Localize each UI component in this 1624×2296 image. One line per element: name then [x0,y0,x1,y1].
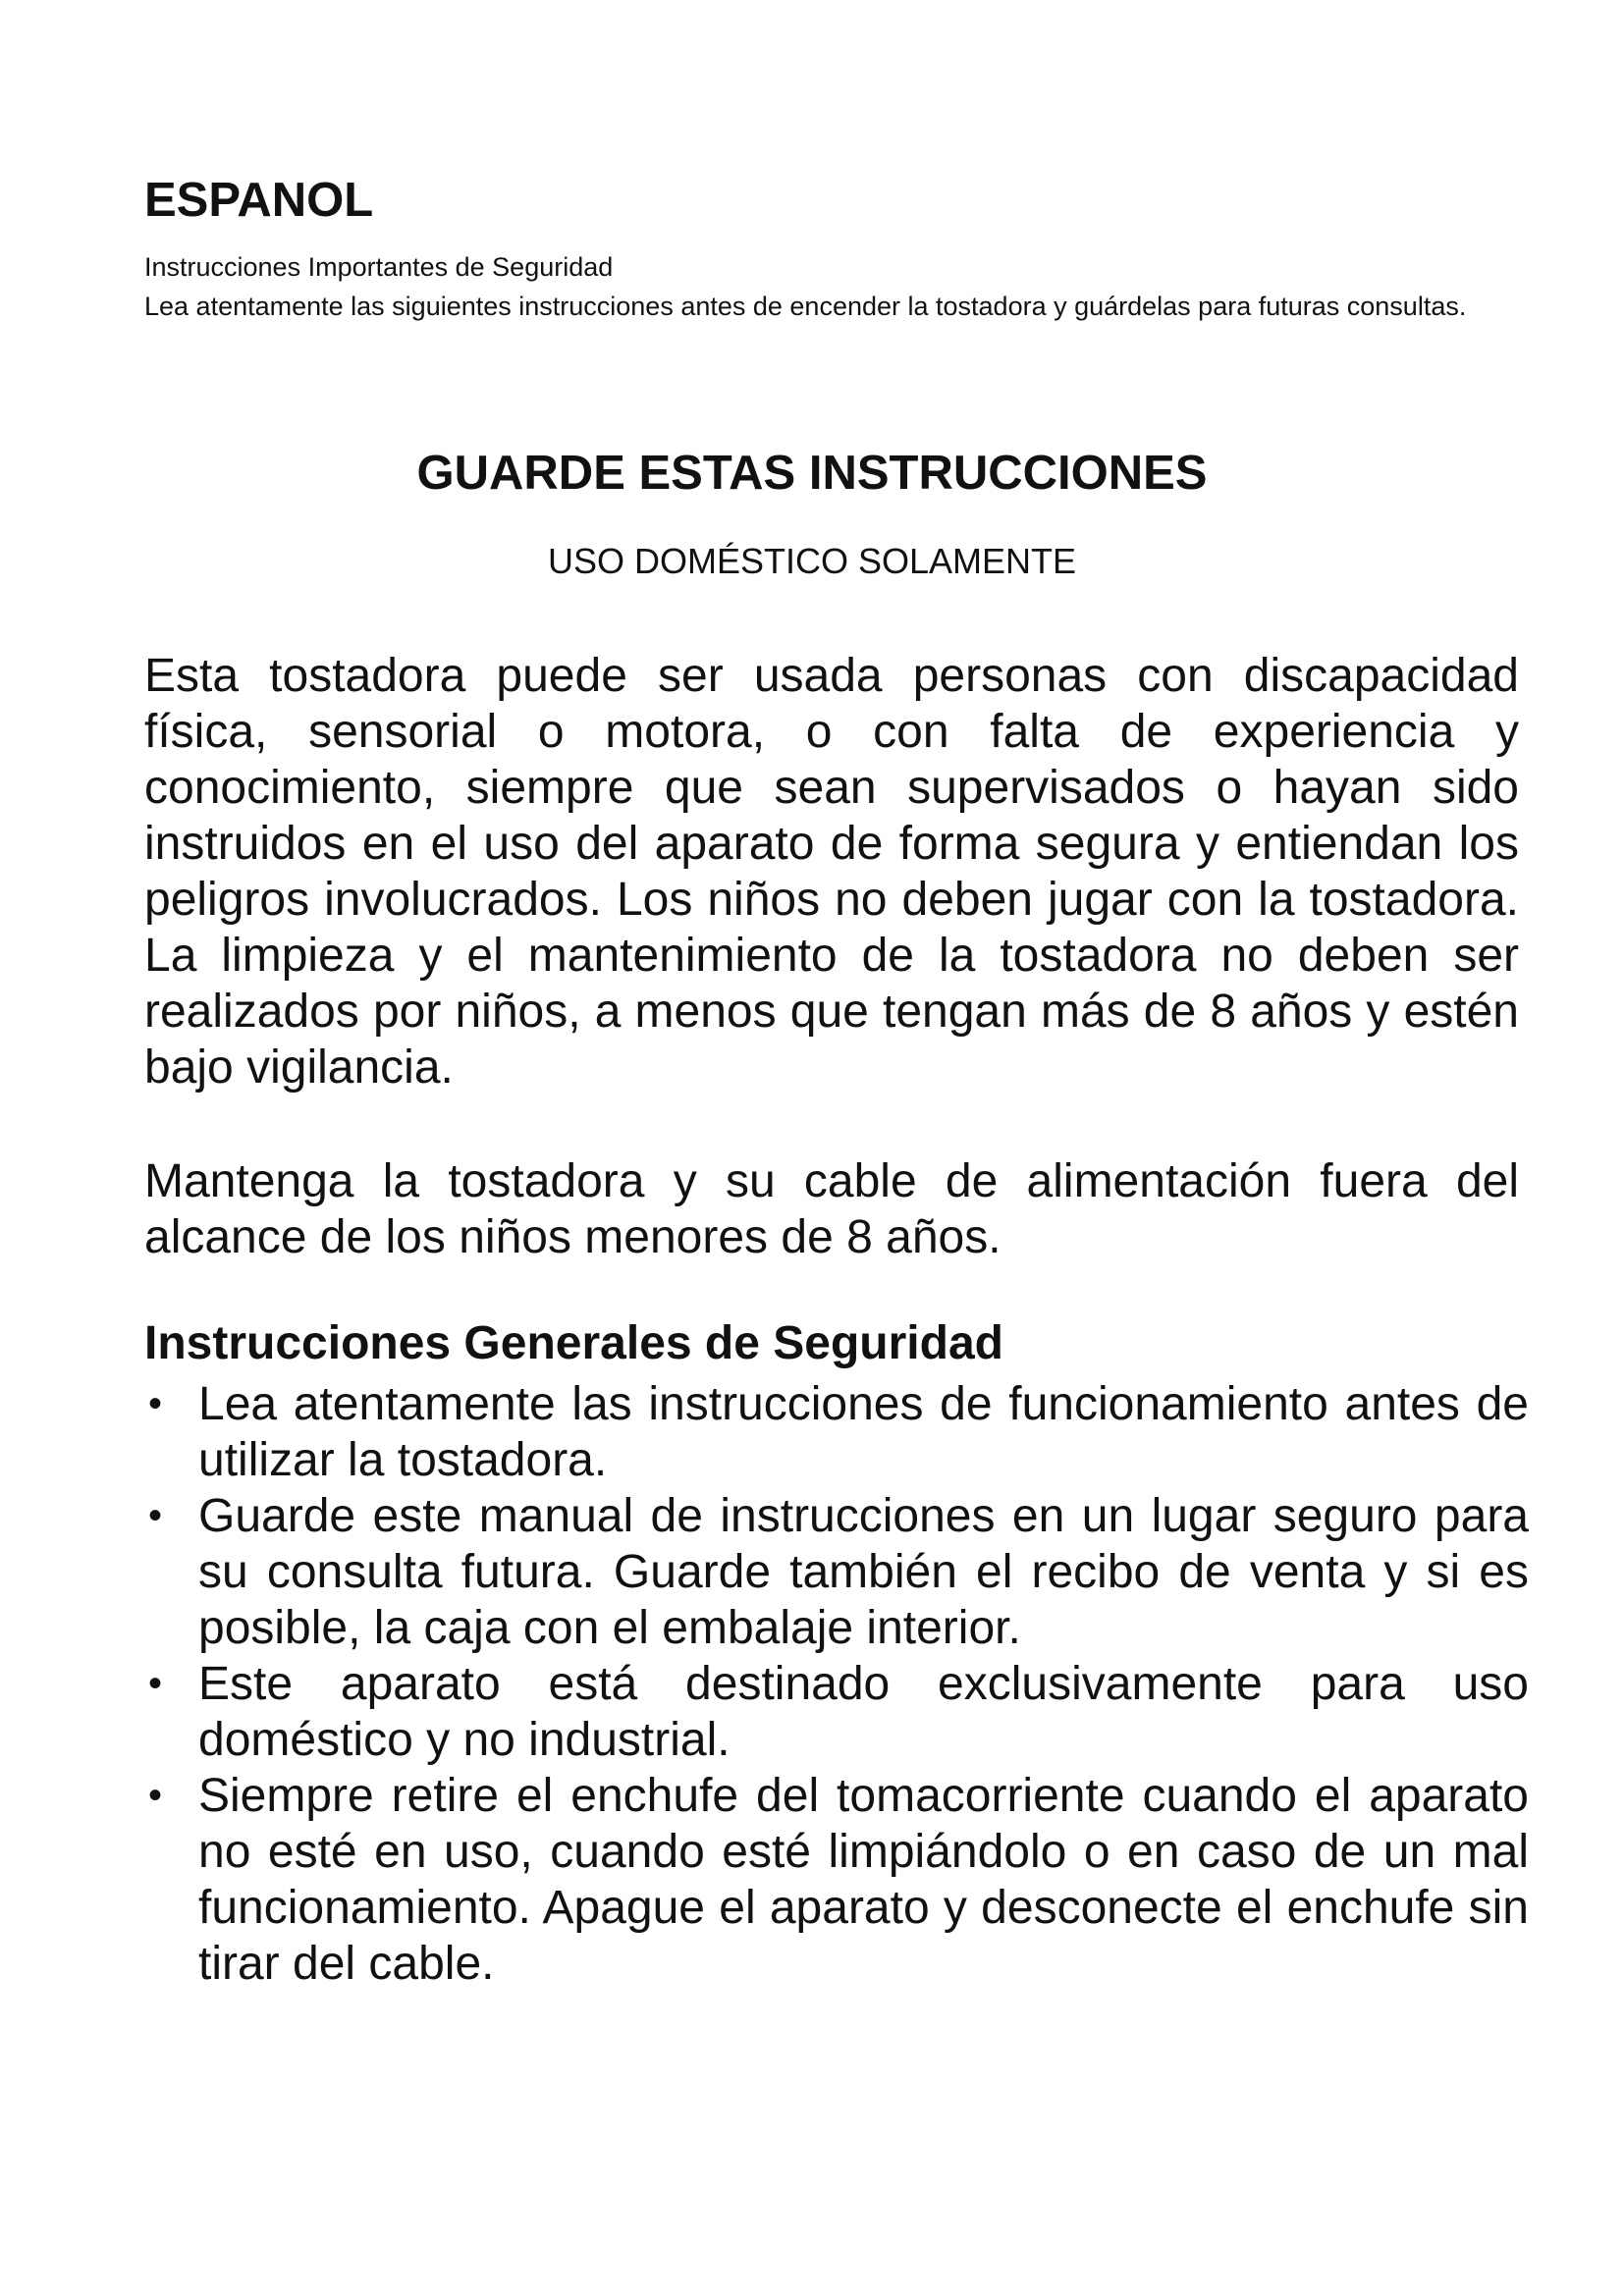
language-title: ESPANOL [144,174,374,227]
list-item-text: Siempre retire el enchufe del tomacorriente cuando el aparato no esté en uso, cuando esté limpiándolo o en caso de un mal funcionamiento. Apague el aparato y desconecte el enchufe sin tirar del cable. [198,1770,1529,1990]
list-item-text: Guarde este manual de instrucciones en un lugar seguro para su consulta futura. Guarde también el recibo de venta y si es posible, la caja con el embalaje interior. [198,1490,1529,1654]
bullet-list [144,1376,1529,1992]
section-heading: Instrucciones Generales de Seguridad [144,1317,1003,1369]
bullet-icon: • [148,1382,163,1425]
main-heading: GUARDE ESTAS INSTRUCCIONES [416,447,1208,500]
intro-line-1: Instrucciones Importantes de Seguridad [144,252,614,282]
paragraph-2: Mantenga la tostadora y su cable de alimentación fuera del alcance de los niños menores de 8 años. [144,1155,1519,1263]
list-item [144,1488,1529,1656]
bullet-icon: • [148,1662,163,1705]
bullet-icon: • [148,1774,163,1817]
list-item [144,1376,1529,1488]
intro-block [144,247,1499,326]
list-item-text: Lea atentamente las instrucciones de funcionamiento antes de utilizar la tostadora. [198,1378,1529,1486]
subheading: USO DOMÉSTICO SOLAMENTE [547,541,1077,581]
list-item [144,1656,1529,1768]
list-item [144,1768,1529,1992]
paragraph-1: Esta tostadora puede ser usada personas con discapacidad física, sensorial o motora, o con falta de experiencia y conocimiento, siempre que sean supervisados o hayan sido instruidos en el uso del aparato de forma segura y entiendan los peligros involucrados. Los niños no deben jugar con la tostadora. La limpieza y el mantenimiento de la tostadora no deben ser realizados por niños, a menos que tengan más de 8 años y estén bajo vigilancia. [144,650,1519,1094]
intro-line-2: Lea atentamente las siguientes instrucciones antes de encender la tostadora y guárdelas para futuras consultas. [144,292,1467,321]
bullet-icon: • [148,1494,163,1537]
list-item-text: Este aparato está destinado exclusivamente para uso doméstico y no industrial. [198,1658,1529,1766]
